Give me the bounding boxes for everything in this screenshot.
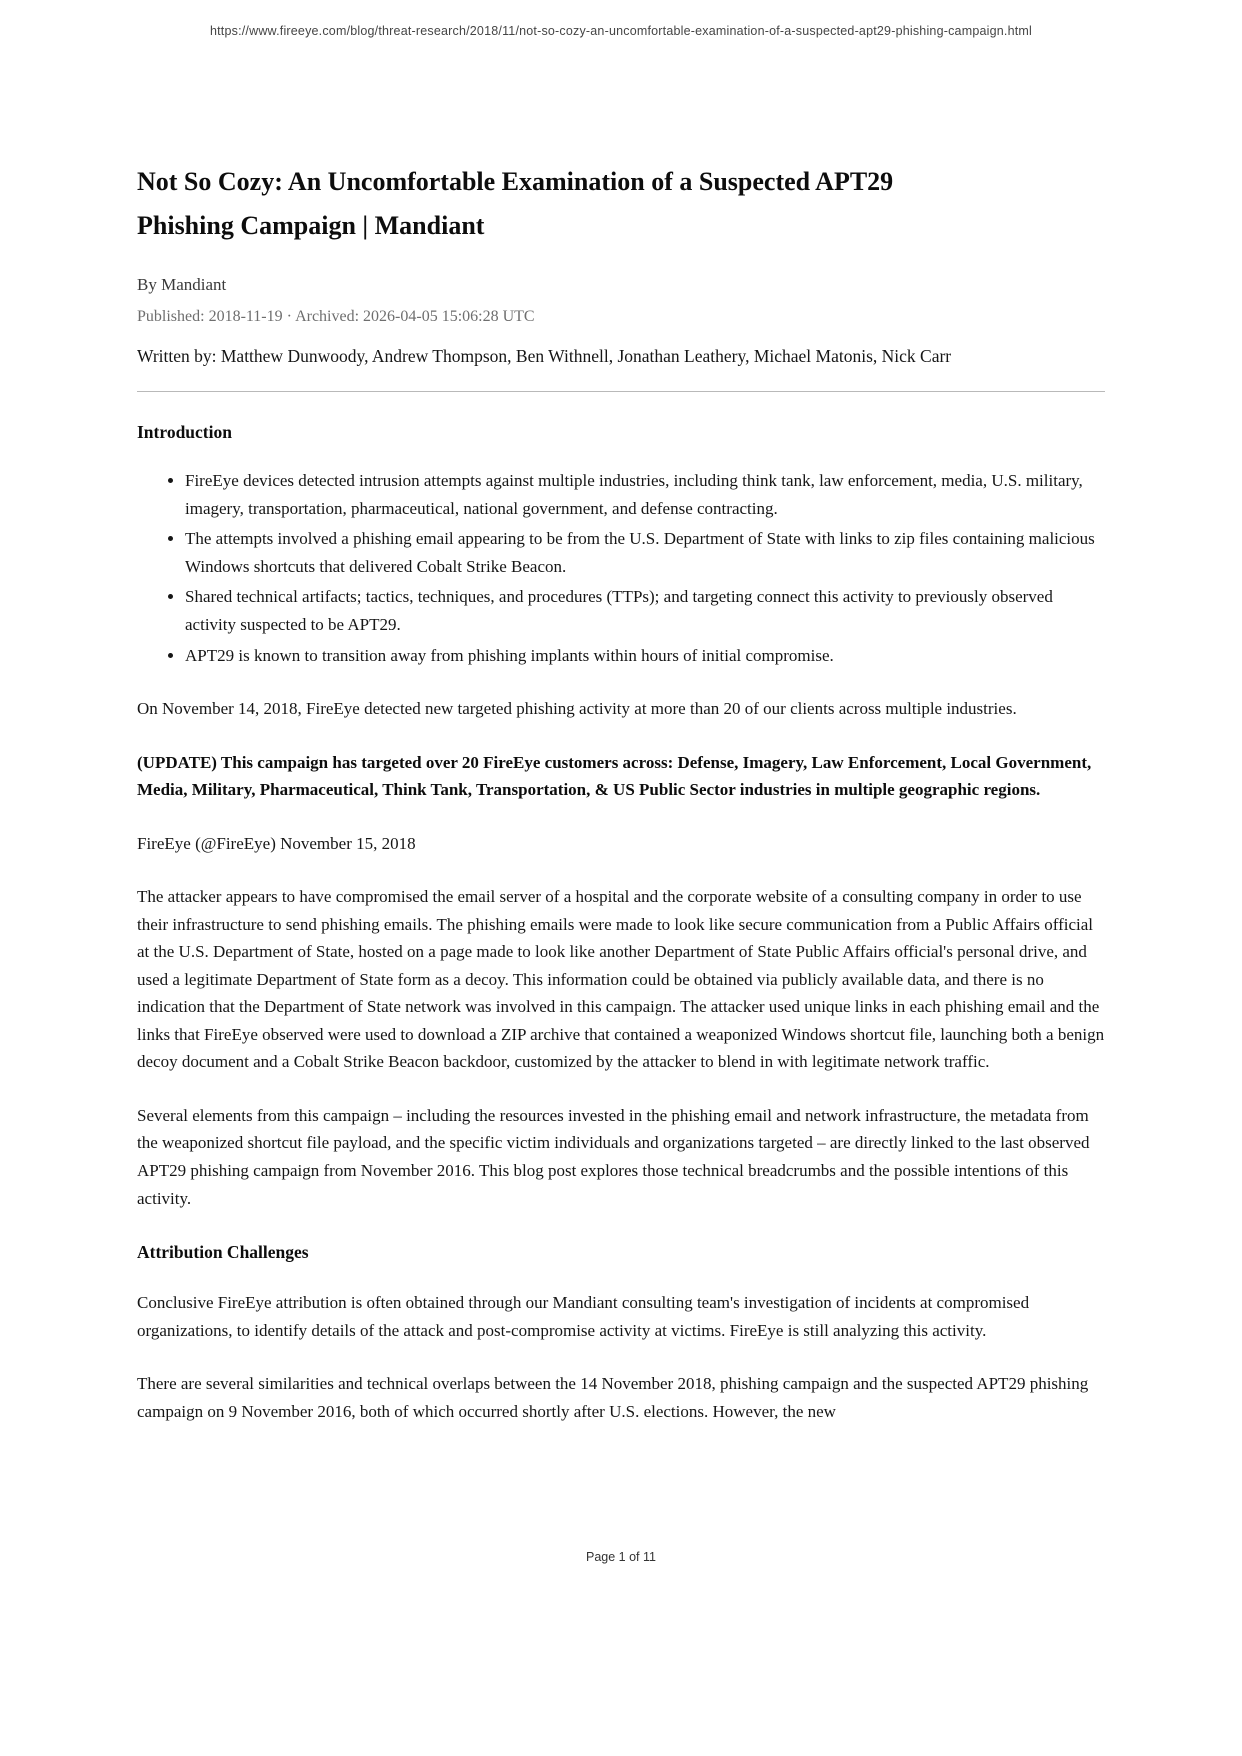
- page-url: https://www.fireeye.com/blog/threat-research/2018/11/not-so-cozy-an-uncomfortable-examination-of-a-suspected-apt29-phishing-campaign.html: [209, 24, 1032, 38]
- article-content: [137, 160, 1105, 1425]
- introduction-bullet-list: [137, 467, 1105, 669]
- bullet-item: • The attempts involved a phishing email appearing to be from the U.S. Department of State with links to zip files containing malicious Windows shortcuts that delivered Cobalt Strike Beacon.: [185, 525, 1105, 580]
- page-number: Page 1 of 11: [586, 1550, 656, 1564]
- divider: [137, 391, 1105, 392]
- introduction-heading: Introduction: [137, 422, 232, 443]
- tweet-attribution: FireEye (@FireEye) November 15, 2018: [137, 833, 416, 853]
- article-title: Not So Cozy: An Uncomfortable Examination of a Suspected APT29 Phishing Campaign | Mandiant: [137, 167, 894, 240]
- paragraph-similarities: There are several similarities and technical overlaps between the 14 November 2018, phishing campaign and the suspected APT29 phishing campaign on 9 November 2016, both of which occurred shortly after U.S. elections. However, the new: [137, 1374, 1089, 1421]
- article-authors: Written by: Matthew Dunwoody, Andrew Thompson, Ben Withnell, Jonathan Leathery, Michael Matonis, Nick Carr: [137, 346, 952, 367]
- bullet-item: • Shared technical artifacts; tactics, techniques, and procedures (TTPs); and targeting connect this activity to previously observed activity suspected to be APT29.: [185, 583, 1105, 638]
- bullet-item: • APT29 is known to transition away from phishing implants within hours of initial compromise.: [185, 642, 1105, 670]
- paragraph-conclusive: Conclusive FireEye attribution is often obtained through our Mandiant consulting team's investigation of incidents at compromised organizations, to identify details of the attack and post-compromise activity at victims. FireEye is still analyzing this activity.: [137, 1293, 1030, 1340]
- paragraph-detection: On November 14, 2018, FireEye detected new targeted phishing activity at more than 20 of our clients across multiple industries.: [137, 699, 1017, 719]
- paragraph-update: (UPDATE) This campaign has targeted over 20 FireEye customers across: Defense, Imagery, Law Enforcement, Local Government, Media, Military, Pharmaceutical, Think Tank, Transportation, & US Public Sector industries in multiple geographic regions.: [137, 752, 1092, 800]
- paragraph-attacker: The attacker appears to have compromised the email server of a hospital and the corporate website of a consulting company in order to use their infrastructure to send phishing emails. The phishing emails were made to look like secure communication from a Public Affairs official at the U.S. Department of State, hosted on a page made to look like another Department of State Public Affairs official's personal drive, and used a legitimate Department of State form as a decoy. This information could be obtained via publicly available data, and there is no indication that the Department of State network was involved in this campaign. The attacker used unique links in each phishing email and the links that FireEye observed were used to download a ZIP archive that contained a weaponized Windows shortcut file, launching both a benign decoy document and a Cobalt Strike Beacon backdoor, customized by the attacker to blend in with legitimate network traffic.: [137, 887, 1105, 1072]
- attribution-heading: Attribution Challenges: [137, 1242, 309, 1263]
- paragraph-elements: Several elements from this campaign – including the resources invested in the phishing email and network infrastructure, the metadata from the weaponized shortcut file payload, and the specific victim individuals and organizations targeted – are directly linked to the last observed APT29 phishing campaign from November 2016. This blog post explores those technical breadcrumbs and the possible intentions of this activity.: [137, 1105, 1090, 1208]
- bullet-item: • FireEye devices detected intrusion attempts against multiple industries, including think tank, law enforcement, media, U.S. military, imagery, transportation, pharmaceutical, national government, and defense contracting.: [185, 467, 1105, 522]
- article-meta: Published: 2018-11-19 · Archived: 2026-04-05 15:06:28 UTC: [137, 308, 535, 326]
- article-byline: By Mandiant: [137, 275, 227, 295]
